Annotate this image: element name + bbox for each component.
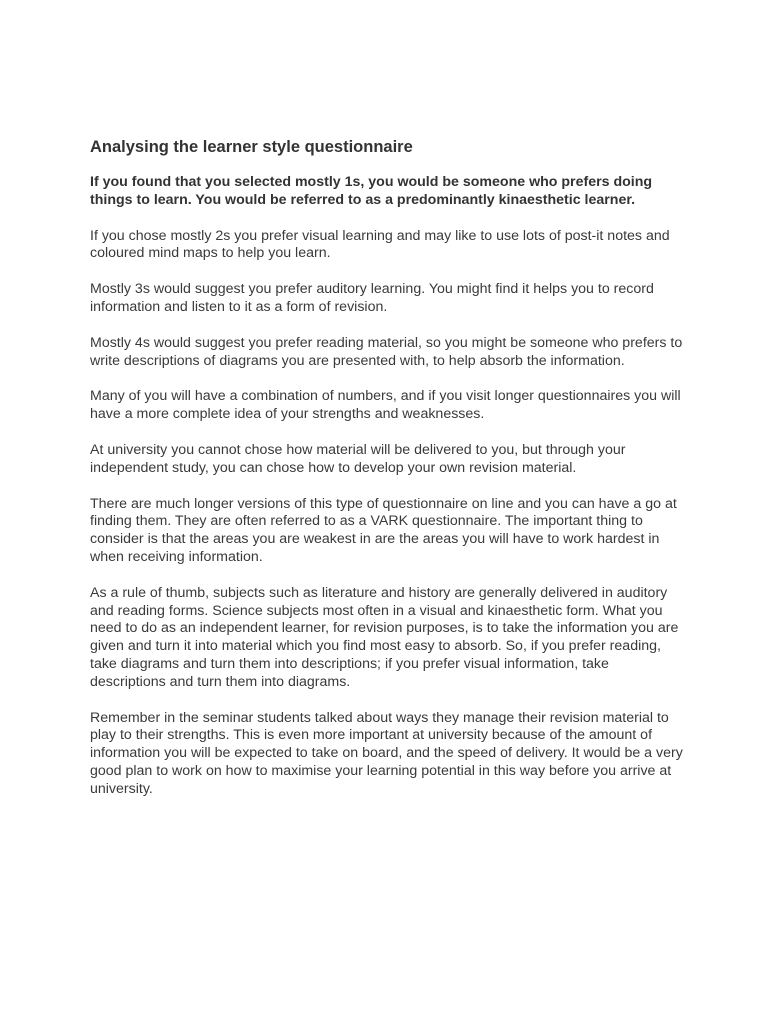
- paragraph-university: At university you cannot chose how material will be delivered to you, but through your independent study, you can chose how to develop your own revision material.: [90, 441, 626, 476]
- document-page: [90, 137, 686, 817]
- paragraph-visual: If you chose mostly 2s you prefer visual learning and may like to use lots of post-it notes and coloured mind maps to help you learn.: [90, 227, 670, 262]
- paragraph-reading: Mostly 4s would suggest you prefer reading material, so you might be someone who prefers to write descriptions of diagrams you are presented with, to help absorb the information.: [90, 334, 683, 369]
- paragraph-rule-of-thumb: As a rule of thumb, subjects such as literature and history are generally delivered in auditory and reading forms. Science subjects most often in a visual and kinaesthetic form. What you need to do as an independent learner, for revision purposes, is to take the information you are given and turn it into material which you find most easy to absorb. So, if you prefer reading, take diagrams and turn them into descriptions; if you prefer visual information, take descriptions and turn them into diagrams.: [90, 584, 679, 690]
- lead-paragraph: If you found that you selected mostly 1s, you would be someone who prefers doing things to learn. You would be referred to as a predominantly kinaesthetic learner.: [90, 174, 653, 208]
- paragraph-vark: There are much longer versions of this type of questionnaire on line and you can have a go at finding them. They are often referred to as a VARK questionnaire. The important thing to consider is that the areas you are weakest in are the areas you will have to work hardest in when receiving information.: [90, 495, 677, 565]
- paragraph-auditory: Mostly 3s would suggest you prefer auditory learning. You might find it helps you to record information and listen to it as a form of revision.: [90, 281, 654, 315]
- paragraph-seminar: Remember in the seminar students talked about ways they manage their revision material to play to their strengths. This is even more important at university because of the amount of information you will be expected to take on board, and the speed of delivery. It would be a very good plan to work on how to maximise your learning potential in this way before you arrive at university.: [90, 709, 683, 797]
- paragraph-combination: Many of you will have a combination of numbers, and if you visit longer questionnaires you will have a more complete idea of your strengths and weaknesses.: [90, 388, 681, 423]
- document-title: Analysing the learner style questionnaire: [90, 138, 413, 156]
